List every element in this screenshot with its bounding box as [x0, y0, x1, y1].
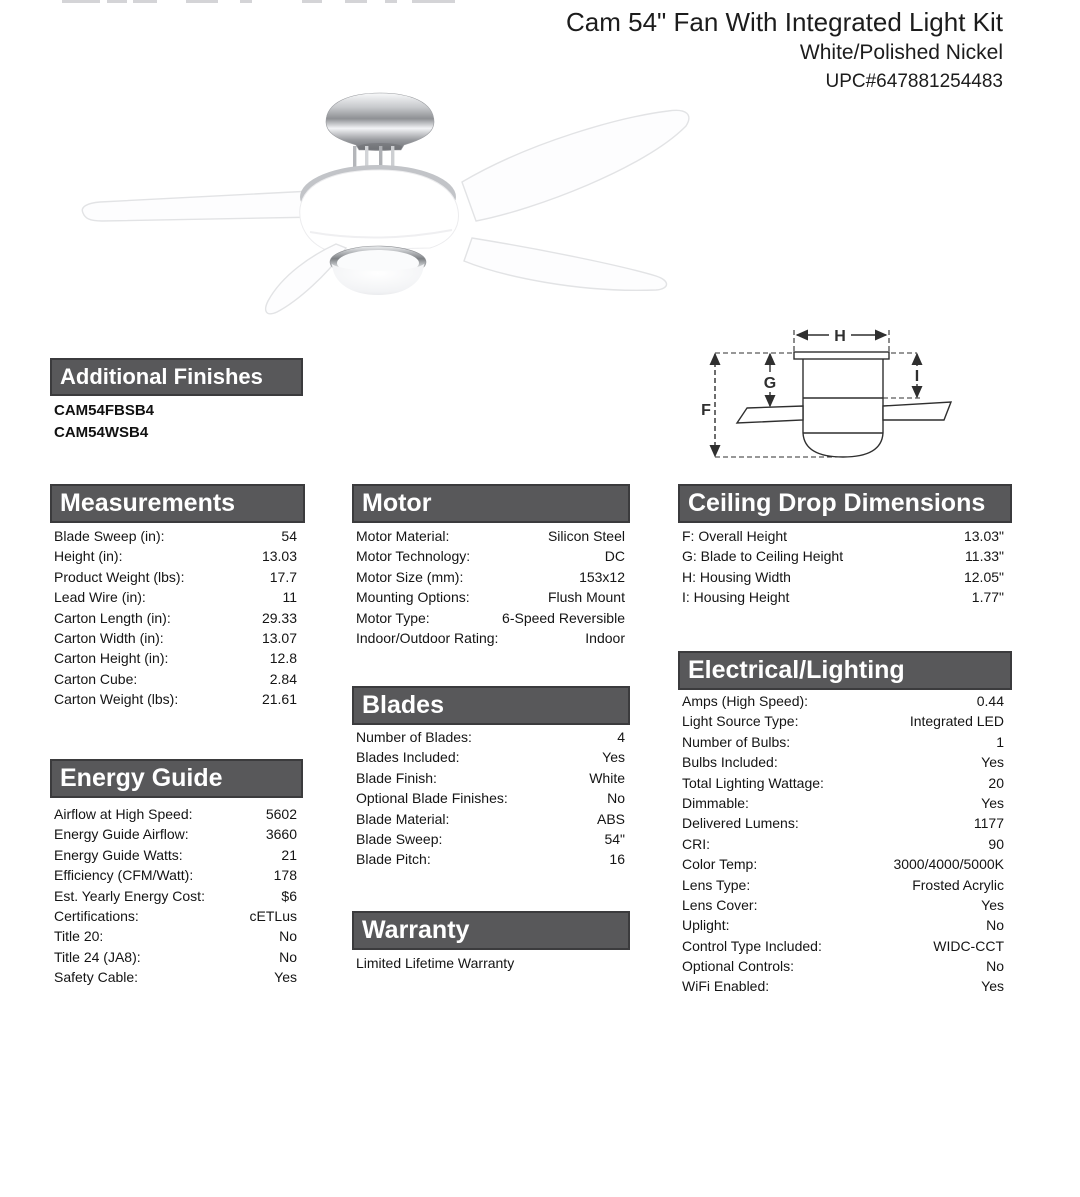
- spec-label: Number of Bulbs:: [682, 733, 791, 750]
- spec-label: Motor Technology:: [356, 548, 471, 565]
- spec-label: Product Weight (lbs):: [54, 568, 185, 585]
- spec-value: 5602: [265, 806, 297, 822]
- product-title: Cam 54" Fan With Integrated Light Kit: [566, 7, 1003, 37]
- table-row: [682, 793, 1004, 813]
- table-row: [682, 936, 1004, 956]
- spec-label: Total Lighting Wattage:: [682, 774, 824, 791]
- spec-value: cETLus: [249, 907, 297, 924]
- spec-label: Motor Material:: [356, 528, 450, 544]
- spec-value: 1: [996, 733, 1004, 750]
- spec-label: Efficiency (CFM/Watt):: [54, 867, 194, 884]
- spec-value: 29.33: [261, 609, 297, 626]
- table-row: [54, 608, 297, 628]
- table-row: [682, 915, 1004, 935]
- spec-value: 13.07: [261, 629, 297, 646]
- spec-value: Frosted Acrylic: [912, 876, 1004, 893]
- spec-value: 20: [988, 774, 1004, 791]
- ceiling-drop-table: [682, 526, 1004, 608]
- table-row: [54, 587, 297, 607]
- section-header-additional-finishes: Additional Finishes: [50, 358, 303, 396]
- spec-value: 1.77": [971, 589, 1004, 606]
- spec-value: Yes: [981, 978, 1004, 995]
- cropped-logo-remnant: [60, 0, 460, 4]
- table-row: [54, 926, 297, 946]
- table-row: [54, 967, 297, 987]
- spec-value: No: [986, 917, 1004, 934]
- spec-value: Yes: [981, 794, 1004, 811]
- spec-value: WIDC-CCT: [933, 937, 1004, 954]
- spec-label: Optional Blade Finishes:: [356, 790, 508, 807]
- spec-label: Energy Guide Watts:: [54, 846, 183, 863]
- table-row: [682, 732, 1004, 752]
- table-row: [54, 947, 297, 967]
- spec-label: Delivered Lumens:: [682, 815, 799, 832]
- table-row: [54, 886, 297, 906]
- spec-value: 11.33": [965, 548, 1004, 565]
- table-row: [682, 587, 1004, 607]
- spec-label: Motor Size (mm):: [356, 568, 464, 585]
- section-header-electrical: Electrical/Lighting: [678, 651, 1012, 690]
- spec-label: Lens Cover:: [682, 896, 758, 913]
- table-row: [356, 546, 625, 566]
- spec-value: 3000/4000/5000K: [893, 856, 1004, 873]
- spec-value: 12.05": [963, 568, 1004, 585]
- ceiling-drop-diagram: [700, 326, 1070, 484]
- spec-value: Flush Mount: [547, 589, 625, 606]
- table-row: [356, 628, 625, 648]
- spec-label: Certifications:: [54, 907, 139, 924]
- spec-value: DC: [604, 548, 625, 565]
- spec-value: ABS: [596, 810, 625, 827]
- table-row: [356, 768, 625, 788]
- motor-table: [356, 526, 625, 648]
- spec-label: Carton Cube:: [54, 670, 138, 687]
- table-row: [356, 727, 625, 747]
- table-row: [54, 628, 297, 648]
- table-row: [682, 711, 1004, 731]
- spec-value: 13.03: [261, 548, 297, 565]
- table-row: [54, 824, 297, 844]
- spec-value: 153x12: [579, 568, 625, 585]
- table-row: [54, 648, 297, 668]
- table-row: [54, 845, 297, 865]
- table-row: [682, 895, 1004, 915]
- table-row: [682, 567, 1004, 587]
- section-header-measurements: Measurements: [50, 484, 305, 523]
- spec-label: F: Overall Height: [682, 528, 788, 544]
- spec-label: Dimmable:: [682, 794, 749, 811]
- spec-value: No: [986, 958, 1004, 975]
- energy-guide-table: [54, 804, 297, 988]
- table-row: [54, 526, 297, 546]
- spec-value: 12.8: [269, 650, 297, 667]
- spec-value: 16: [609, 851, 625, 868]
- spec-value: 0.44: [976, 693, 1004, 709]
- spec-value: Yes: [981, 896, 1004, 913]
- spec-label: Control Type Included:: [682, 937, 822, 954]
- spec-label: Color Temp:: [682, 856, 758, 873]
- table-row: [682, 976, 1004, 996]
- table-row: [682, 526, 1004, 546]
- spec-label: WiFi Enabled:: [682, 978, 770, 995]
- table-row: [54, 689, 297, 709]
- table-row: [682, 773, 1004, 793]
- spec-value: 13.03": [963, 528, 1004, 544]
- table-row: [54, 906, 297, 926]
- table-row: [682, 813, 1004, 833]
- spec-value: 4: [617, 729, 625, 745]
- electrical-table: [682, 691, 1004, 997]
- table-row: [356, 747, 625, 767]
- spec-label: Height (in):: [54, 548, 123, 565]
- table-row: [54, 804, 297, 824]
- model-number: CAM54WSB4: [54, 424, 149, 441]
- spec-value: $6: [281, 887, 297, 904]
- spec-label: H: Housing Width: [682, 568, 791, 585]
- spec-value: Silicon Steel: [547, 528, 625, 544]
- table-row: [356, 829, 625, 849]
- table-row: [356, 526, 625, 546]
- spec-label: Safety Cable:: [54, 969, 139, 986]
- measurements-table: [54, 526, 297, 710]
- spec-value: 3660: [265, 826, 297, 843]
- product-finish: White/Polished Nickel: [799, 41, 1003, 64]
- table-row: [356, 788, 625, 808]
- spec-label: Carton Weight (lbs):: [54, 691, 179, 708]
- spec-value: 2.84: [269, 670, 297, 687]
- table-row: [54, 865, 297, 885]
- spec-label: Amps (High Speed):: [682, 693, 809, 709]
- table-row: [356, 587, 625, 607]
- spec-label: Carton Length (in):: [54, 609, 171, 626]
- table-row: [54, 567, 297, 587]
- spec-value: Yes: [274, 969, 297, 986]
- table-row: [356, 567, 625, 587]
- spec-label: CRI:: [682, 835, 710, 852]
- additional-finishes-models: [54, 400, 154, 444]
- table-row: [356, 849, 625, 869]
- spec-value: 21: [281, 846, 297, 863]
- spec-label: Light Source Type:: [682, 713, 799, 730]
- spec-label: Bulbs Included:: [682, 754, 778, 771]
- model-number: CAM54FBSB4: [54, 402, 155, 419]
- spec-value: Yes: [981, 754, 1004, 771]
- spec-label: G: Blade to Ceiling Height: [682, 548, 844, 565]
- diagram-label-i: I: [914, 368, 920, 385]
- spec-value: Yes: [602, 749, 625, 766]
- table-row: [682, 854, 1004, 874]
- spec-label: Blade Finish:: [356, 769, 437, 786]
- table-row: [682, 956, 1004, 976]
- spec-label: Title 20:: [54, 928, 104, 945]
- spec-label: Carton Height (in):: [54, 650, 169, 667]
- spec-value: White: [589, 769, 625, 786]
- spec-label: Airflow at High Speed:: [54, 806, 193, 822]
- table-row: [682, 875, 1004, 895]
- spec-value: 1177: [973, 815, 1004, 832]
- section-header-motor: Motor: [352, 484, 630, 523]
- diagram-label-g: G: [763, 375, 777, 392]
- table-row: [682, 691, 1004, 711]
- spec-value: 90: [988, 835, 1004, 852]
- spec-value: Indoor: [585, 629, 625, 646]
- spec-label: Optional Controls:: [682, 958, 795, 975]
- section-header-warranty: Warranty: [352, 911, 630, 950]
- spec-label: Blade Sweep:: [356, 830, 443, 847]
- spec-value: 178: [273, 867, 297, 884]
- spec-label: Blade Sweep (in):: [54, 528, 165, 544]
- spec-label: Uplight:: [682, 917, 730, 934]
- fan-product-image: [60, 60, 700, 320]
- section-header-ceiling-drop: Ceiling Drop Dimensions: [678, 484, 1012, 523]
- spec-label: Number of Blades:: [356, 729, 472, 745]
- spec-label: Lens Type:: [682, 876, 751, 893]
- spec-label: Blade Pitch:: [356, 851, 431, 868]
- spec-value: No: [607, 790, 625, 807]
- table-row: [356, 809, 625, 829]
- spec-value: 6-Speed Reversible: [502, 609, 625, 626]
- spec-label: Energy Guide Airflow:: [54, 826, 189, 843]
- spec-label: Blade Material:: [356, 810, 450, 827]
- spec-value: 21.61: [261, 691, 297, 708]
- spec-label: Mounting Options:: [356, 589, 470, 606]
- diagram-label-h: H: [834, 328, 846, 345]
- spec-label: Motor Type:: [356, 609, 430, 626]
- spec-label: Est. Yearly Energy Cost:: [54, 887, 205, 904]
- spec-value: 11: [282, 589, 297, 606]
- table-row: [54, 669, 297, 689]
- spec-value: No: [279, 948, 297, 965]
- blades-table: [356, 727, 625, 870]
- spec-value: Integrated LED: [909, 713, 1004, 730]
- section-header-blades: Blades: [352, 686, 630, 725]
- spec-label: Lead Wire (in):: [54, 589, 146, 606]
- spec-label: I: Housing Height: [682, 589, 790, 606]
- section-header-energy-guide: Energy Guide: [50, 759, 303, 798]
- diagram-label-f: F: [701, 402, 711, 419]
- table-row: [682, 752, 1004, 772]
- table-row: [54, 546, 297, 566]
- spec-label: Title 24 (JA8):: [54, 948, 141, 965]
- spec-value: 54: [281, 528, 297, 544]
- spec-label: Blades Included:: [356, 749, 460, 766]
- spec-value: 54": [604, 830, 625, 847]
- table-row: [682, 546, 1004, 566]
- spec-value: 17.7: [269, 568, 297, 585]
- table-row: [356, 608, 625, 628]
- spec-label: Carton Width (in):: [54, 629, 164, 646]
- table-row: [682, 834, 1004, 854]
- spec-value: No: [279, 928, 297, 945]
- product-upc: UPC#647881254483: [825, 71, 1003, 92]
- spec-label: Indoor/Outdoor Rating:: [356, 629, 499, 646]
- warranty-text: Limited Lifetime Warranty: [356, 955, 515, 971]
